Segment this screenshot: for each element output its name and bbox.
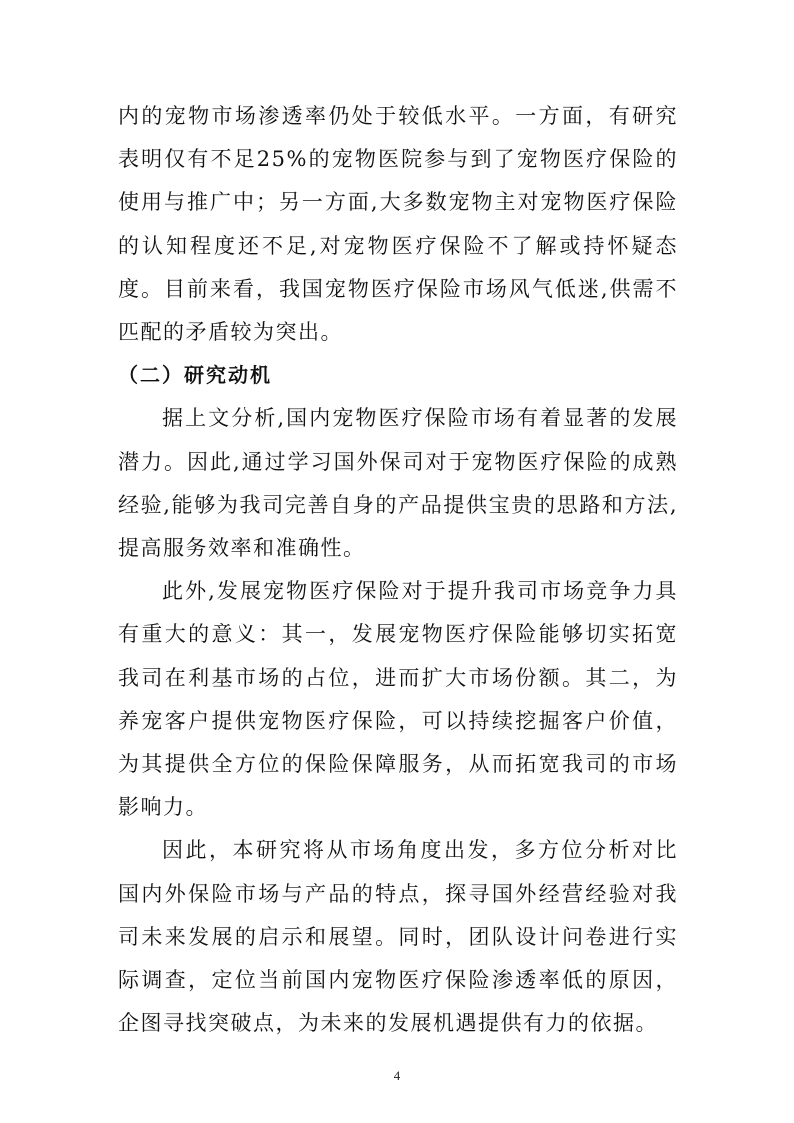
document-body: [118, 95, 678, 1045]
paragraph-competitiveness: 此外,发展宠物医疗保险对于提升我司市场竞争力具有重大的意义：其一，发展宠物医疗保险能够切实拓宽我司在利基市场的占位，进而扩大市场份额。其二，为养宠客户提供宠物医疗保险，可以持续挖掘客户价值，为其提供全方位的保险保障服务，从而拓宽我司的市场影响力。: [118, 579, 678, 820]
paragraph-research-approach: 因此，本研究将从市场角度出发，多方位分析对比国内外保险市场与产品的特点，探寻国外经营经验对我司未来发展的启示和展望。同时，团队设计问卷进行实际调查，定位当前国内宠物医疗保险渗透率低的原因，企图寻找突破点，为未来的发展机遇提供有力的依据。: [118, 838, 678, 1036]
paragraph-development-potential: 据上文分析,国内宠物医疗保险市场有着显著的发展潜力。因此,通过学习国外保司对于宠物医疗保险的成熟经验,能够为我司完善自身的产品提供宝贵的思路和方法,提高服务效率和准确性。: [118, 406, 678, 561]
section-heading-research-motivation: （二）研究动机: [118, 363, 272, 388]
page-number: 4: [393, 1068, 401, 1083]
paragraph-market-penetration: 内的宠物市场渗透率仍处于较低水平。一方面，有研究表明仅有不足25%的宠物医院参与到了宠物医疗保险的使用与推广中；另一方面,大多数宠物主对宠物医疗保险的认知程度还不足,对宠物医疗保险不了解或持怀疑态度。目前来看，我国宠物医疗保险市场风气低迷,供需不匹配的矛盾较为突出。: [118, 104, 678, 345]
